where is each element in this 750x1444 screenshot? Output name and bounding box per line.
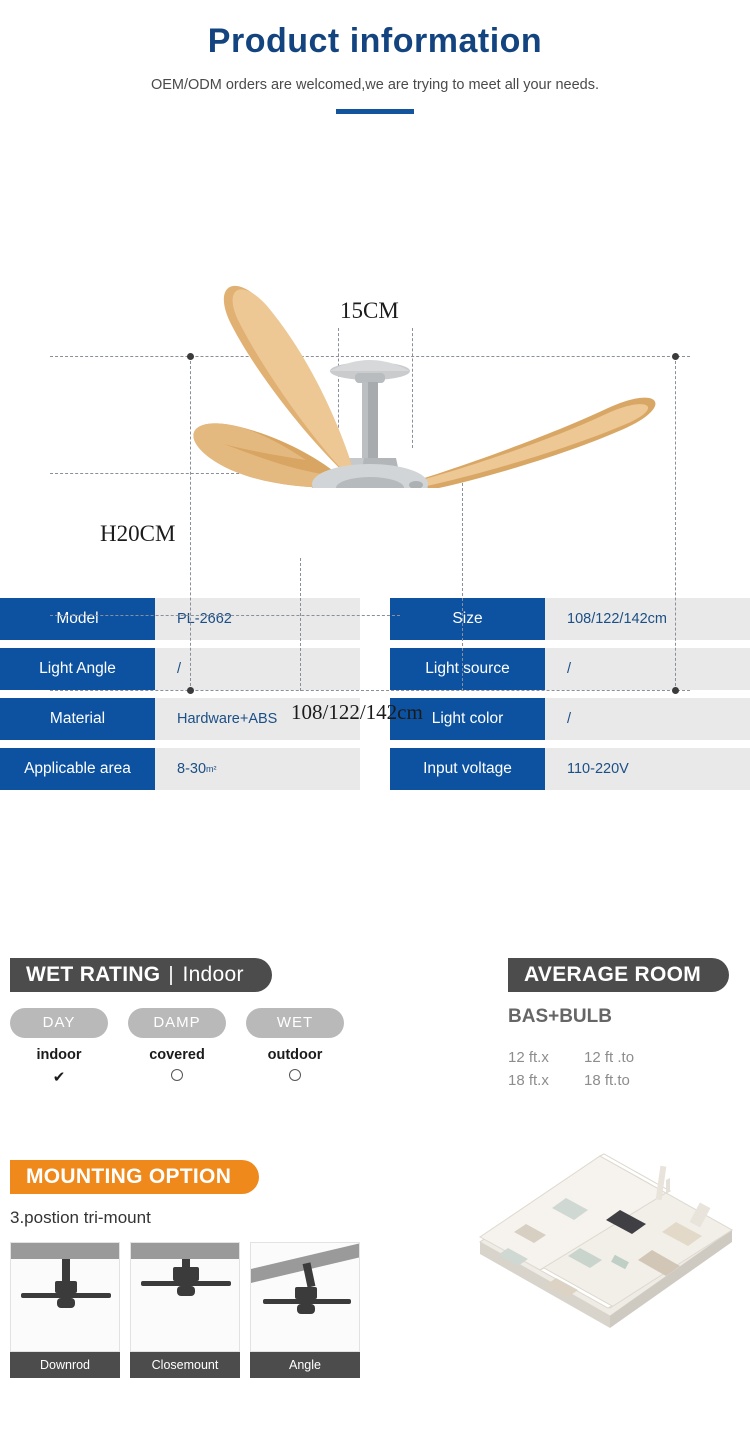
wet-rating-label: covered — [149, 1047, 205, 1063]
radio-icon — [171, 1069, 183, 1081]
room-floorplan-illustration — [470, 1138, 740, 1368]
wet-rating-option[interactable] — [246, 1008, 344, 1086]
dimension-line-inner-right — [462, 473, 463, 691]
spec-row — [0, 598, 360, 640]
dimension-label-width: 108/122/142cm — [291, 700, 423, 724]
spec-value-unit: m² — [206, 764, 217, 774]
wet-rating-title: WET RATING — [26, 963, 161, 986]
page-subtitle: OEM/ODM orders are welcomed,we are trying to meet all your needs. — [150, 77, 600, 93]
spec-key: Applicable area — [0, 748, 155, 790]
average-room-row — [508, 1046, 748, 1069]
wet-rating-radio — [128, 1068, 226, 1086]
wet-rating-pill: WET — [246, 1008, 344, 1038]
wet-rating-section — [10, 958, 370, 1086]
wet-rating-radio — [246, 1068, 344, 1086]
dimension-label-height-top: 15CM — [340, 298, 399, 323]
mounting-card-closemount[interactable] — [130, 1242, 240, 1378]
dimension-line-mid-lower — [50, 615, 400, 616]
average-room-row — [508, 1069, 748, 1092]
mounting-image-closemount — [130, 1242, 240, 1352]
spec-value: / — [155, 648, 360, 690]
page-header — [0, 0, 750, 114]
mounting-title-badge — [10, 1160, 259, 1194]
spec-key: Material — [0, 698, 155, 740]
average-room-left: 12 ft.x — [508, 1049, 549, 1066]
spec-column-left — [0, 598, 360, 798]
mounting-caption: Angle — [250, 1352, 360, 1378]
wet-rating-pill: DAMP — [128, 1008, 226, 1038]
dimension-label-height-left: H20CM — [100, 521, 176, 546]
mounting-option-section — [10, 1160, 430, 1378]
spec-value: Hardware+ABS — [155, 698, 360, 740]
spec-row — [390, 598, 750, 640]
average-room-left: 18 ft.x — [508, 1072, 549, 1089]
average-room-right: 12 ft .to — [584, 1049, 635, 1066]
spec-key: Light source — [390, 648, 545, 690]
mounting-image-downrod — [10, 1242, 120, 1352]
wet-rating-label: outdoor — [267, 1047, 323, 1063]
spec-key: Input voltage — [390, 748, 545, 790]
mounting-card-downrod[interactable] — [10, 1242, 120, 1378]
wet-rating-option[interactable] — [128, 1008, 226, 1086]
spec-value: 110-220V — [545, 748, 750, 790]
radio-icon — [289, 1069, 301, 1081]
closemount-icon — [131, 1243, 240, 1352]
spec-value: 108/122/142cm — [545, 598, 750, 640]
mounting-caption: Downrod — [10, 1352, 120, 1378]
spec-table — [0, 598, 750, 798]
spec-key: Size — [390, 598, 545, 640]
badge-divider — [170, 966, 172, 985]
dimension-dot — [672, 687, 679, 694]
spec-value-text: 8-30 — [177, 761, 207, 777]
wet-rating-pill: DAY — [10, 1008, 108, 1038]
spec-row — [390, 648, 750, 690]
dimension-dot — [187, 687, 194, 694]
average-room-title: AVERAGE ROOM — [524, 963, 702, 986]
dimension-line-bottom — [50, 690, 690, 691]
spec-key: Light color — [390, 698, 545, 740]
wet-rating-check: ✔ — [52, 1069, 66, 1086]
wet-rating-option[interactable] — [10, 1008, 108, 1086]
wet-rating-options — [10, 1008, 370, 1086]
spec-value — [155, 748, 360, 790]
spec-row — [390, 698, 750, 740]
spec-row — [390, 748, 750, 790]
average-room-right: 18 ft.to — [584, 1072, 630, 1089]
spec-value: / — [545, 698, 750, 740]
page-title: Product information — [207, 22, 543, 60]
title-underline — [336, 109, 414, 114]
spec-column-right — [390, 598, 750, 798]
mounting-cards — [10, 1242, 430, 1378]
ceiling-fan-illustration — [140, 158, 700, 488]
mounting-image-angle — [250, 1242, 360, 1352]
spec-key: Model — [0, 598, 155, 640]
spec-row — [0, 648, 360, 690]
wet-rating-title-badge — [10, 958, 272, 992]
average-room-subtitle: BAS+BULB — [508, 1006, 612, 1027]
spec-value: / — [545, 648, 750, 690]
average-room-dimensions — [508, 1046, 748, 1092]
spec-value: PL-2662 — [155, 598, 360, 640]
average-room-section — [508, 958, 748, 1092]
spec-key: Light Angle — [0, 648, 155, 690]
dimension-line-inner-left — [300, 558, 301, 691]
wet-rating-label: indoor — [36, 1047, 82, 1063]
downrod-mount-icon — [11, 1243, 120, 1352]
mounting-title: MOUNTING OPTION — [26, 1165, 232, 1188]
angle-mount-icon — [251, 1243, 360, 1352]
mounting-caption: Closemount — [130, 1352, 240, 1378]
spec-row — [0, 748, 360, 790]
mounting-card-angle[interactable] — [250, 1242, 360, 1378]
wet-rating-subtitle: Indoor — [182, 963, 244, 986]
average-room-title-badge — [508, 958, 729, 992]
mounting-subtitle: 3.postion tri-mount — [10, 1208, 151, 1227]
